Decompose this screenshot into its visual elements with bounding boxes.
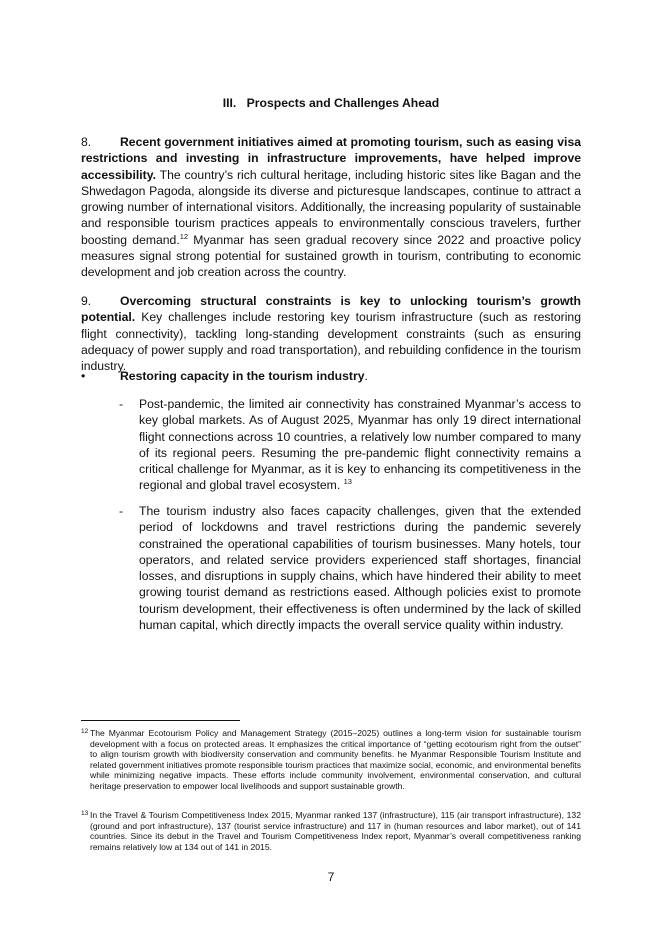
section-number: III. bbox=[222, 96, 237, 110]
paragraph-lead: Overcoming structural constraints is key to unlocking tourism’s growth potential. bbox=[81, 294, 581, 325]
footnote-text: In the Travel & Tourism Competitiveness Index 2015, Myanmar ranked 137 (infrastructure), 115 (air transport infrastructure), 132 (ground and port infrastructure), 137 (tourist service infrastructure) and 117 in (human resources and labor market), out of 141 countries. Since its debut in the Travel and Tourism Competitiveness Index report, Myanmar’s overall competitiveness ranking remains relatively low at 134 out of 141 in 2015. bbox=[90, 810, 581, 852]
paragraph-text: Key challenges include restoring key tourism infrastructure (such as restoring flight connectivity), tackling long-standing development constraints (such as ensuring adequacy of power supply and road transportation), and rebuilding confidence in the tourism industry. bbox=[81, 310, 581, 374]
bullet-icon: • bbox=[81, 369, 86, 383]
footnote-ref-13[interactable]: 13 bbox=[343, 477, 352, 487]
footnote-mark: 12 bbox=[81, 728, 89, 735]
page-number: 7 bbox=[327, 870, 335, 884]
paragraph-text: The country’s rich cultural heritage, including historic sites like Bagan and the Shwedagon Pagoda, alongside its diverse and picturesque landscapes, continue to attract a growing number of international visitors. Additionally, the increasing popularity of sustainable and responsible tourism practices appeals to environmentally conscious travelers, further boosting demand. bbox=[81, 167, 581, 247]
paragraph-lead: Recent government initiatives aimed at promoting tourism, such as easing visa restrictions and investing in infrastructure improvements, have helped improve accessibility. bbox=[81, 135, 581, 182]
dash-item-2 bbox=[119, 503, 581, 633]
section-title: Prospects and Challenges Ahead bbox=[246, 96, 440, 110]
footnote-12 bbox=[81, 728, 581, 792]
footnote-13 bbox=[81, 810, 581, 852]
paragraph-9 bbox=[81, 293, 581, 374]
bullet-period: . bbox=[364, 369, 368, 383]
section-heading bbox=[0, 96, 662, 110]
paragraph-number: 8. bbox=[81, 135, 92, 149]
dash-text: The tourism industry also faces capacity challenges, given that the extended period of lockdowns and travel restrictions during the pandemic severely constrained the operational capabilities of tourism businesses. Many hotels, tour operators, and related service providers experienced staff shortages, financial losses, and disruptions in supply chains, which have hindered their ability to meet growing tourist demand as restrictions eased. Although policies exist to promote tourism development, their effectiveness is often undermined by the lack of skilled human capital, which directly impacts the overall service quality within industry. bbox=[139, 504, 581, 633]
dash-icon: - bbox=[119, 397, 124, 411]
paragraph-8 bbox=[81, 134, 581, 281]
footnote-text: The Myanmar Ecotourism Policy and Management Strategy (2015–2025) outlines a long-term vision for sustainable tourism development with a focus on protected areas. It emphasizes the critical importance of “getting ecotourism right from the outset” to align tourism growth with biodiversity conservation and community benefits. he Myanmar Responsible Tourism Institute and related government initiatives promote responsible tourism practices that maximize social, economic, and environmental benefits while minimizing negative impacts. These efforts include community involvement, environmental conservation, and cultural heritage preservation to empower local livelihoods and support sustainable growth. bbox=[90, 728, 581, 791]
dash-item-1 bbox=[119, 396, 581, 494]
dash-text: Post-pandemic, the limited air connectivity has constrained Myanmar’s access to key global markets. As of August 2025, Myanmar has only 19 direct international flight connections across 10 countries, a relatively low number compared to many of its regional peers. Resuming the pre-pandemic flight connectivity remains a critical challenge for Myanmar, as it is key to enhancing its competitiveness in the regional and global travel ecosystem. bbox=[139, 397, 581, 493]
dash-icon: - bbox=[119, 504, 124, 518]
footnote-ref-12[interactable]: 12 bbox=[179, 231, 189, 241]
footnote-mark: 13 bbox=[81, 810, 89, 817]
paragraph-text: Myanmar has seen gradual recovery since 2022 and proactive policy measures signal strong potential for sustained growth in tourism, contributing to economic development and job creation across the country. bbox=[81, 232, 581, 280]
paragraph-number: 9. bbox=[81, 294, 92, 308]
footnote-divider bbox=[81, 720, 240, 721]
bullet-label: Restoring capacity in the tourism industry bbox=[120, 369, 365, 383]
